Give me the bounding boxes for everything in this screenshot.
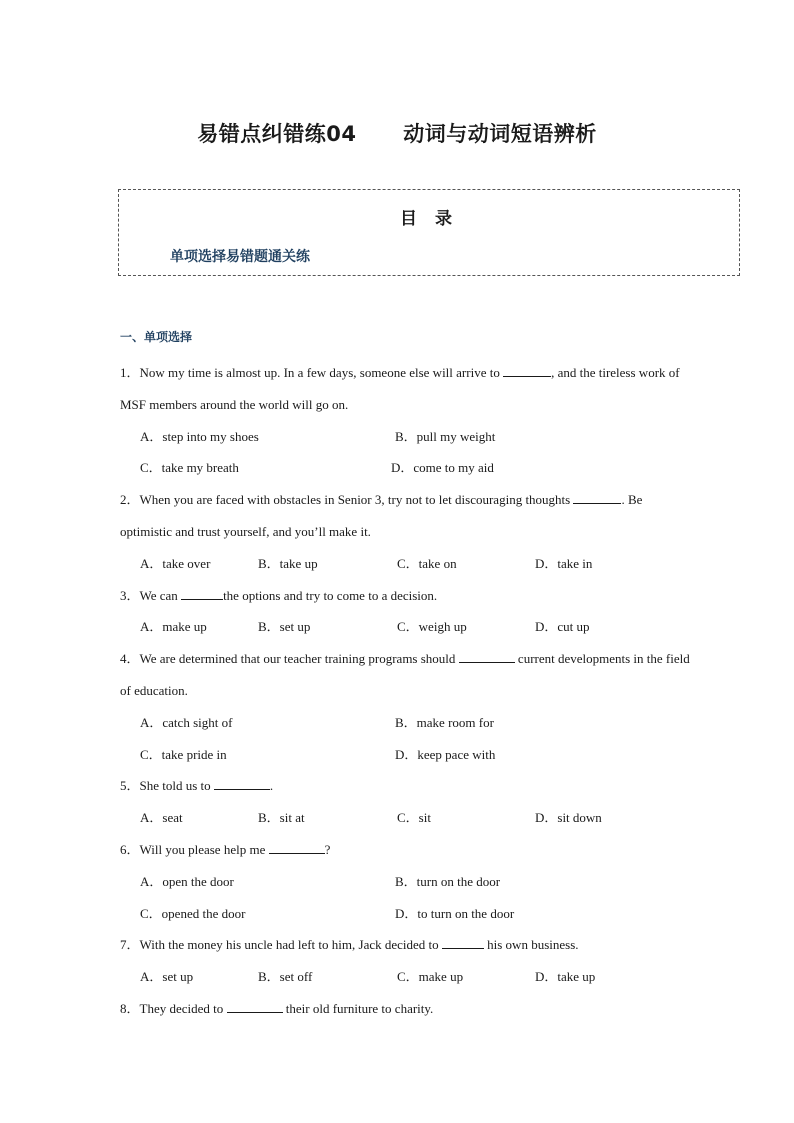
option-d[interactable]: D．take in <box>535 555 593 571</box>
question-item <box>120 357 690 484</box>
answer-blank <box>503 365 551 377</box>
question-text: 3．We can the options and try to come to a decision. <box>120 587 438 603</box>
question-item <box>120 993 690 1025</box>
answer-blank <box>459 651 515 663</box>
table-of-contents <box>118 189 740 276</box>
option-d[interactable]: D．to turn on the door <box>395 905 515 921</box>
option-b[interactable]: B．set up <box>258 619 311 635</box>
option-d[interactable]: D．keep pace with <box>395 746 496 762</box>
question-number: 5． <box>120 778 140 794</box>
answer-blank <box>181 588 223 600</box>
question-text: 5．She told us to . <box>120 778 274 794</box>
option-b[interactable]: B．take up <box>258 555 318 571</box>
option-d[interactable]: D．take up <box>535 969 596 985</box>
option-c[interactable]: C．take my breath <box>140 460 239 476</box>
option-c[interactable]: C．sit <box>397 810 431 826</box>
question-number: 4． <box>120 651 140 667</box>
options-row <box>120 421 690 453</box>
question-item <box>120 770 690 834</box>
option-a[interactable]: A．set up <box>140 969 194 985</box>
option-a[interactable]: A．open the door <box>140 873 234 889</box>
answer-blank <box>214 778 270 790</box>
option-c[interactable]: C．opened the door <box>140 905 246 921</box>
question-list <box>120 357 690 1025</box>
answer-blank <box>269 842 325 854</box>
option-a[interactable]: A．take over <box>140 555 211 571</box>
question-text: 4．We are determined that our teacher training programs should current developments in the field of education. <box>120 651 690 698</box>
answer-blank <box>227 1001 283 1013</box>
section-heading: 一、单项选择 <box>120 330 193 344</box>
question-number: 8． <box>120 1000 140 1016</box>
question-text: 1．Now my time is almost up. In a few days, someone else will arrive to , and the tireless work of MSF members around the world will go on. <box>120 365 680 412</box>
question-number: 7． <box>120 937 140 953</box>
question-item <box>120 484 690 579</box>
question-number: 1． <box>120 365 140 380</box>
option-c[interactable]: C．take pride in <box>140 746 227 762</box>
question-number: 6． <box>120 841 140 857</box>
option-b[interactable]: B．make room for <box>395 714 494 730</box>
document-title: 易错点纠错练04 动词与动词短语辨析 <box>197 122 597 146</box>
question-number: 3． <box>120 587 140 603</box>
options-row <box>120 611 690 643</box>
option-d[interactable]: D．sit down <box>535 810 602 826</box>
option-a[interactable]: A．make up <box>140 619 207 635</box>
option-b[interactable]: B．set off <box>258 969 313 985</box>
option-a[interactable]: A．seat <box>140 810 183 826</box>
option-b[interactable]: B．turn on the door <box>395 873 501 889</box>
option-c[interactable]: C．weigh up <box>397 619 467 635</box>
question-text: 6．Will you please help me ? <box>120 841 331 857</box>
options-row <box>120 961 690 993</box>
toc-heading: 目 录 <box>400 209 458 229</box>
option-a[interactable]: A．catch sight of <box>140 714 233 730</box>
options-row <box>120 898 690 930</box>
question-text: 8．They decided to their old furniture to charity. <box>120 1000 434 1016</box>
question-item <box>120 580 690 644</box>
options-row <box>120 707 690 739</box>
question-text: 2．When you are faced with obstacles in Senior 3, try not to let discouraging thoughts . Be optimistic and trust yourself, and you’ll make it. <box>120 492 643 539</box>
question-item <box>120 834 690 929</box>
option-b[interactable]: B．pull my weight <box>395 428 496 444</box>
option-d[interactable]: D．cut up <box>535 619 590 635</box>
option-a[interactable]: A．step into my shoes <box>140 428 259 444</box>
question-text: 7．With the money his uncle had left to him, Jack decided to his own business. <box>120 937 579 953</box>
option-d[interactable]: D．come to my aid <box>391 460 494 476</box>
options-row <box>120 452 690 484</box>
toc-link-single-choice[interactable]: 单项选择易错题通关练 <box>170 249 310 265</box>
options-row <box>120 548 690 580</box>
option-c[interactable]: C．make up <box>397 969 464 985</box>
question-number: 2． <box>120 492 140 508</box>
answer-blank <box>442 937 484 949</box>
option-c[interactable]: C．take on <box>397 555 457 571</box>
options-row <box>120 802 690 834</box>
options-row <box>120 739 690 771</box>
question-item <box>120 929 690 993</box>
question-item <box>120 643 690 770</box>
answer-blank <box>573 492 621 504</box>
options-row <box>120 866 690 898</box>
option-b[interactable]: B．sit at <box>258 810 305 826</box>
